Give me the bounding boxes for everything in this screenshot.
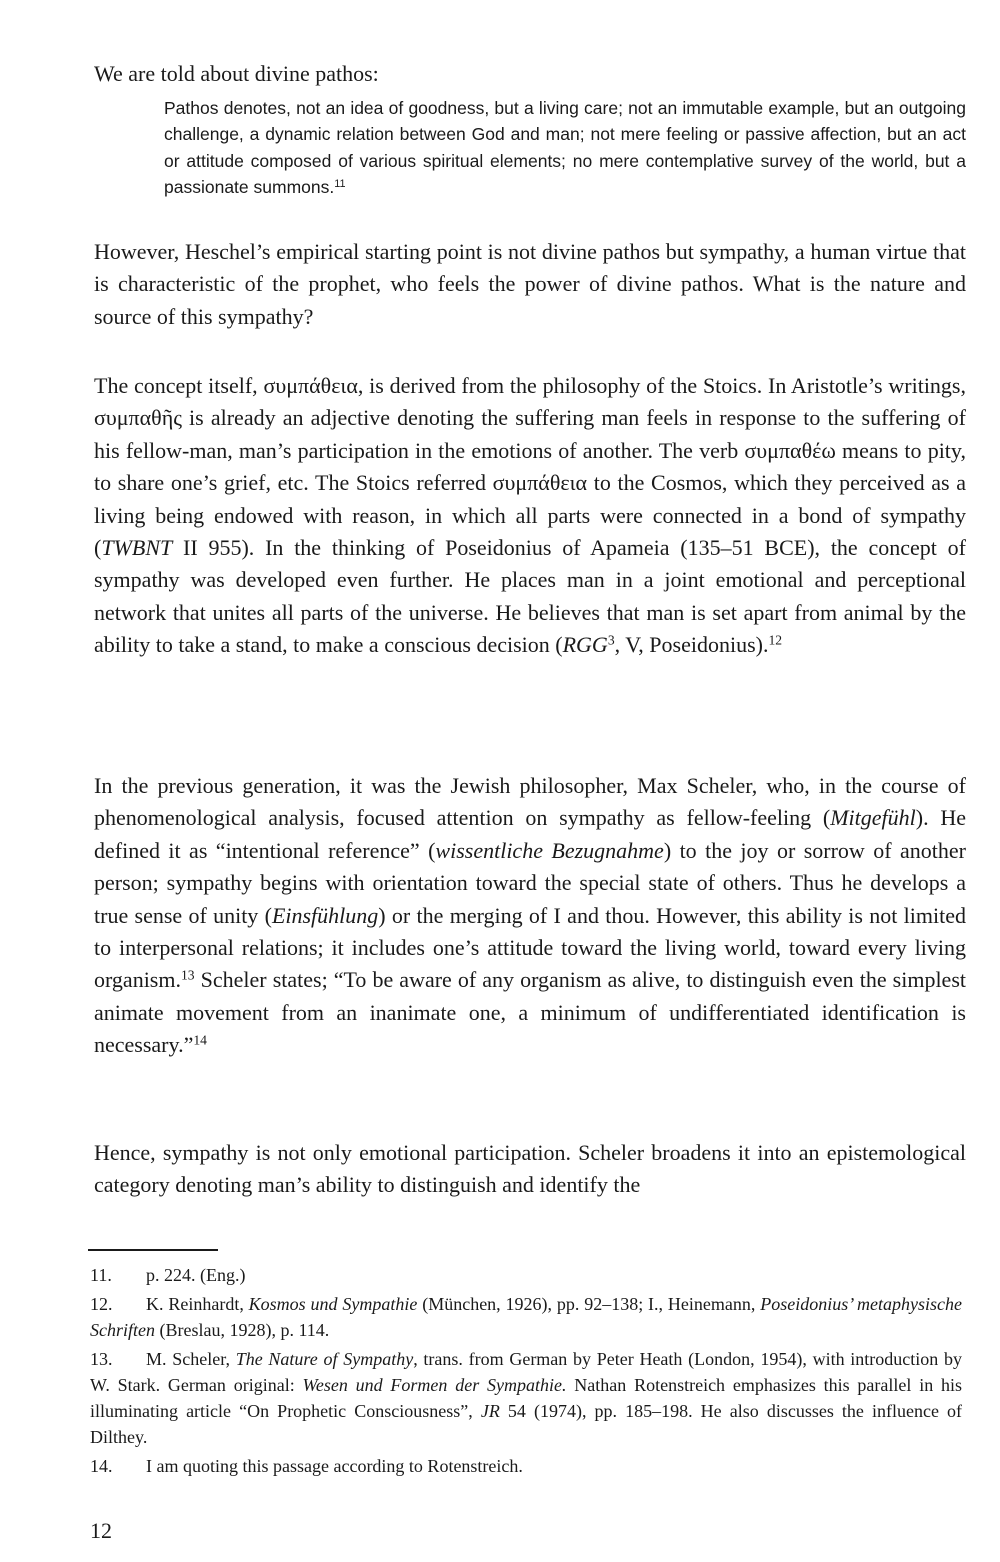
text-span: In the previous generation, it was the Jewish philosopher, Max Scheler, who, in the course of phenomenological analysis, focused attention on sympathy as fellow-feeling (: [94, 773, 966, 831]
text-span: to the Cosmos, which they perceived as a living being endowed with reason, in which all parts were connected in a bond of sympathy (: [94, 470, 966, 561]
footnote-text: M. Scheler,: [146, 1349, 236, 1369]
text-span: , is derived from the philosophy of the Stoics. In Aristotle’s writings,: [357, 373, 966, 398]
italic-term: Mitgefühl: [830, 805, 916, 831]
block-quote: [164, 95, 966, 201]
footnotes-section: [90, 1262, 962, 1479]
footnote-ref-14: 14: [193, 1032, 207, 1048]
italic-term: Einsfühlung: [271, 902, 379, 928]
paragraph-heschel-sympathy: However, Heschel’s empirical starting point is not divine pathos but sympathy, a human virtue that is characteristic of the prophet, who feels the power of divine pathos. What is the nature and source of this sympathy?: [94, 239, 966, 329]
text-span: II 955). In the thinking of Poseidonius of Apameia (135–51 BCE), the concept of sympathy was developed even further. He places man in a joint emotional and perceptional network that unites all parts of the universe. He believes that man is set apart from animal by the ability to take a stand, to make a conscious decision (: [94, 535, 966, 658]
text-span: is already an adjective denoting the suffering man feels in response to the suffering of his fellow-man, man’s participation in the emotions of another. The verb: [94, 405, 966, 463]
footnote-text: p. 224. (Eng.): [146, 1265, 246, 1285]
footnote-11: [90, 1262, 962, 1288]
greek-term: συμπαθῆς: [94, 405, 182, 431]
italic-term: wissentliche Bezugnahme: [435, 837, 664, 863]
text-span: Scheler states; “To be aware of any organism as alive, to distinguish even the simplest animate movement from an inanimate one, a minimum of undifferentiated identification is necessary.”: [94, 967, 966, 1058]
footnote-italic: Poseidonius’ metaphysische Schriften: [90, 1294, 963, 1340]
footnote-divider: [88, 1249, 218, 1251]
footnote-italic: The Nature of Sympathy: [235, 1349, 414, 1369]
text-span: ) or the merging of I and thou. However, this ability is not limited to interpersonal relations; it includes one’s attitude toward the living world, toward every living organism.: [94, 902, 967, 993]
footnote-13: [90, 1346, 962, 1450]
text-span: The concept itself,: [94, 373, 264, 398]
paragraph-epistemological: Hence, sympathy is not only emotional participation. Scheler broadens it into an epistemological category denoting man’s ability to distinguish and identify the: [94, 1140, 966, 1198]
edition-superscript: 3: [607, 632, 615, 648]
text-span: means to pity, to share one’s grief, etc. The Stoics referred: [94, 437, 966, 496]
block-quote-text: Pathos denotes, not an idea of goodness, but a living care; not an immutable example, but an outgoing challenge, a dynamic relation between God and man; not mere feeling or passive affection, but an act or attitude composed of various spiritual elements; no mere contemplative survey of the world, but a passionate summons.: [164, 98, 966, 198]
greek-term: συμπαθέω: [744, 437, 836, 463]
page-number: 12: [90, 1518, 112, 1543]
text-span: , V, Poseidonius).: [614, 632, 769, 658]
footnote-ref-11: 11: [334, 178, 346, 191]
paragraph-stoics: [94, 370, 966, 662]
footnote-number: 11.: [90, 1265, 112, 1285]
footnote-text: K. Reinhardt,: [146, 1294, 249, 1314]
text-span: ). He defined it as “intentional reference” (: [94, 805, 967, 863]
footnote-14: [90, 1453, 962, 1479]
greek-term: συμπάθεια: [263, 373, 358, 398]
footnote-text: Nathan Rotenstreich emphasizes this parallel in his illuminating article “On Prophetic Consciousness”,: [90, 1375, 963, 1421]
footnote-text: 54 (1974), pp. 185–198. He also discusses the influence of Dilthey.: [90, 1401, 963, 1447]
footnote-number: 13.: [90, 1349, 113, 1369]
footnote-italic: Kosmos und Sympathie: [248, 1294, 418, 1314]
text-span: ) to the joy or sorrow of another person; sympathy begins with orientation toward the special state of others. Thus he develops a true sense of unity (: [94, 837, 966, 928]
greek-term: συμπάθεια: [492, 470, 588, 496]
italic-citation: TWBNT: [101, 535, 173, 561]
footnote-text: I am quoting this passage according to Rotenstreich.: [146, 1456, 523, 1476]
italic-citation: RGG: [562, 632, 608, 658]
footnote-text: (Breslau, 1928), p. 114.: [155, 1320, 330, 1340]
intro-line: We are told about divine pathos:: [94, 61, 379, 86]
footnote-number: 14.: [90, 1456, 113, 1476]
footnote-text: (München, 1926), pp. 92–138; I., Heinemann,: [417, 1294, 761, 1314]
footnote-text: , trans. from German by Peter Heath (London, 1954), with introduction by W. Stark. German original:: [90, 1349, 963, 1395]
footnote-number: 12.: [90, 1294, 113, 1314]
paragraph-scheler: [94, 770, 966, 1062]
footnote-italic: JR: [480, 1401, 500, 1421]
footnote-italic: Wesen und Formen der Sympathie.: [302, 1375, 567, 1395]
footnote-ref-12: 12: [768, 632, 783, 648]
footnote-12: [90, 1291, 962, 1343]
footnote-ref-13: 13: [180, 967, 195, 983]
